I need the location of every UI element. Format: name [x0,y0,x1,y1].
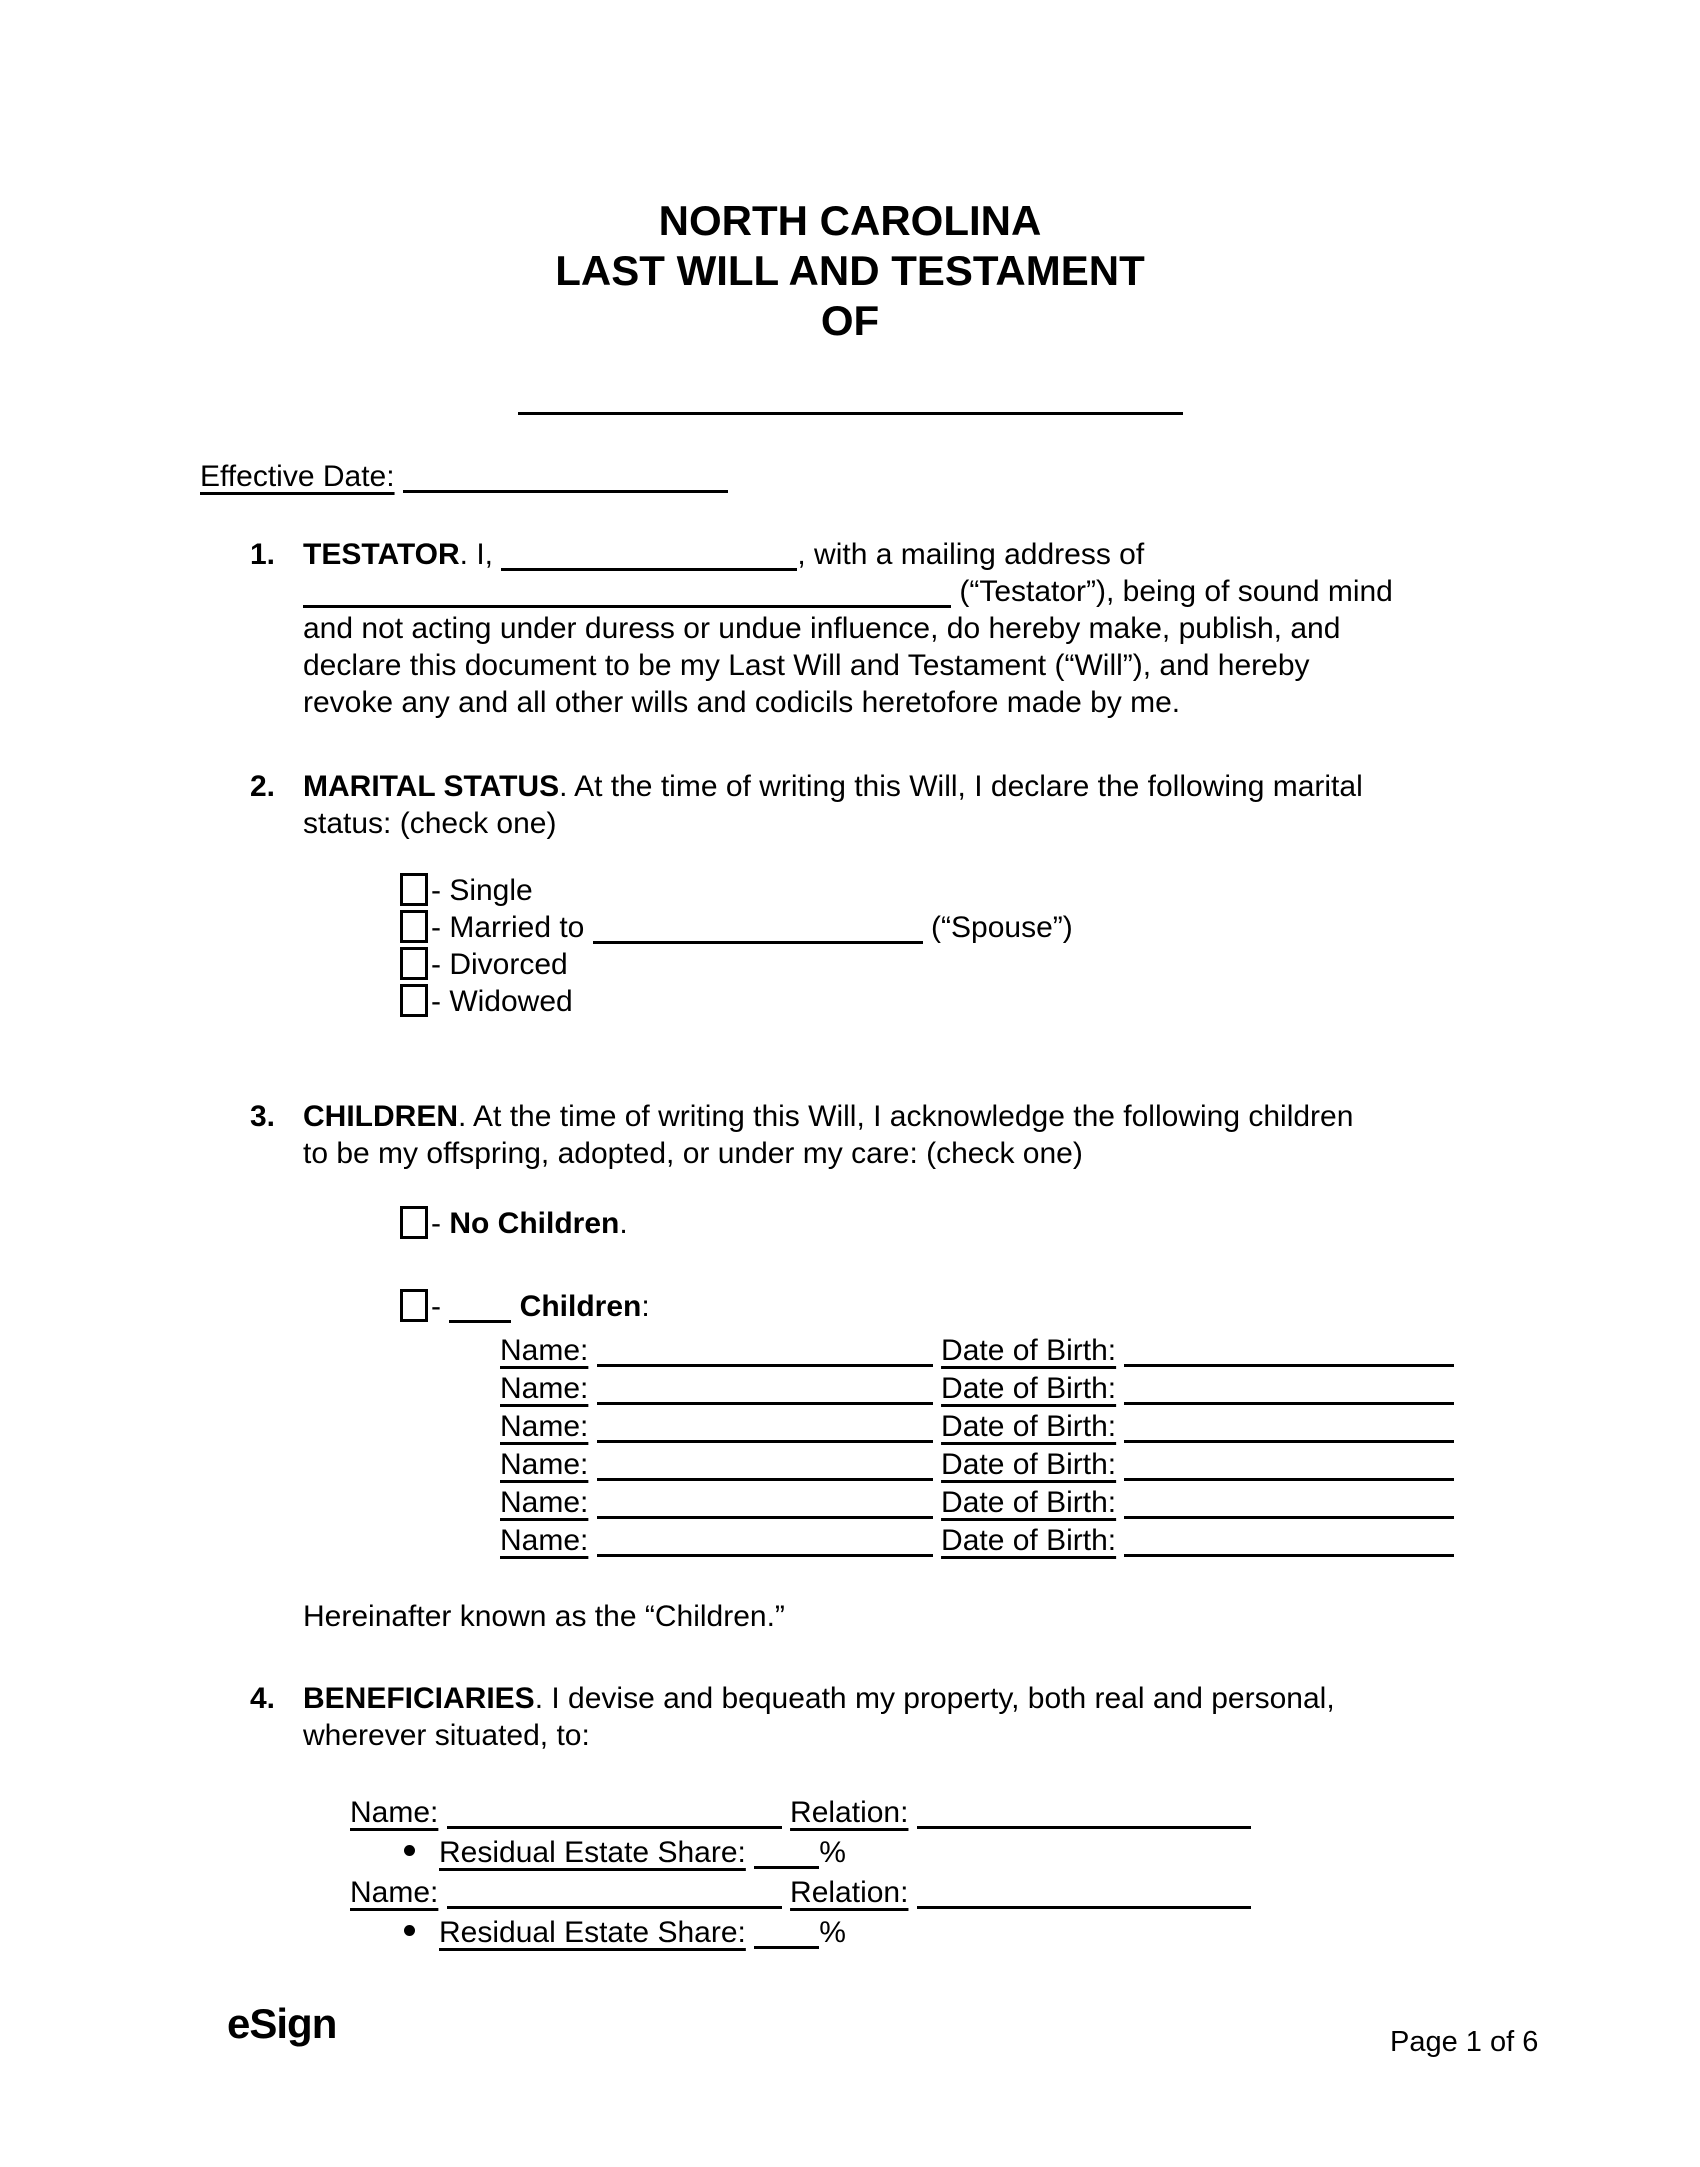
text: and not acting under duress or undue influence, do hereby make, publish, and [303,612,1341,645]
child-row [500,1446,1454,1484]
text [588,1486,596,1519]
checkbox-widowed[interactable] [400,984,428,1017]
underlined-label: Date of Birth: [941,1372,1117,1405]
text [588,1410,596,1443]
fill-in-blank[interactable] [754,1856,819,1869]
text [933,1524,941,1557]
text [395,460,403,493]
underlined-label: Date of Birth: [941,1448,1117,1481]
fill-in-blank[interactable] [754,1936,819,1949]
beneficiary-name-row [350,1794,1251,1834]
text [1116,1372,1124,1405]
text: . I, [459,538,502,571]
text: - Married to [431,911,593,944]
underlined-label: Name: [500,1486,589,1519]
fill-in-blank[interactable] [597,1354,933,1367]
effective-date-row [200,458,728,495]
text [588,1372,596,1405]
fill-in-blank[interactable] [518,402,1183,415]
text: : [641,1290,650,1323]
fill-in-blank[interactable] [449,1310,511,1323]
checkbox-count-children[interactable] [400,1289,428,1322]
marital-option-divorced-label [431,948,568,981]
fill-in-blank[interactable] [597,1468,933,1481]
section-children-text [303,1098,1510,1172]
underlined-label: Effective Date: [200,460,395,493]
text: % [819,1916,846,1949]
testator-name-blank-line [518,380,1183,417]
underlined-label: Name: [500,1410,589,1443]
underlined-label: Relation: [790,1876,909,1909]
text: . I devise and bequeath my property, both real and personal, [534,1682,1335,1715]
marital-option-divorced-row [400,946,568,983]
beneficiaries-list [350,1794,1251,1954]
document-title [0,196,1700,346]
child-row [500,1370,1454,1408]
checkbox-single[interactable] [400,873,428,906]
underlined-label: Name: [500,1524,589,1557]
text [908,1876,916,1909]
marital-option-married-row [400,909,1073,946]
text [782,1796,790,1829]
esign-logo: eSign [227,2000,337,2047]
text [588,1524,596,1557]
text: - Divorced [431,948,568,981]
child-row [500,1408,1454,1446]
text: wherever situated, to: [303,1719,590,1752]
underlined-label: Date of Birth: [941,1410,1117,1443]
child-row [500,1332,1454,1370]
section-marital-text [303,768,1510,842]
beneficiary-share-row [350,1834,1251,1874]
fill-in-blank[interactable] [303,595,951,608]
checkbox-divorced[interactable] [400,947,428,980]
text [588,1448,596,1481]
bullet-icon [404,1925,415,1936]
checkbox-married[interactable] [400,910,428,943]
fill-in-blank[interactable] [501,558,797,571]
fill-in-blank[interactable] [597,1430,933,1443]
marital-option-single-row [400,872,533,909]
bold-text: BENEFICIARIES [303,1682,535,1715]
text [588,1334,596,1367]
bold-text: Children [519,1290,642,1323]
text: declare this document to be my Last Will and Testament (“Will”), and hereby [303,649,1310,682]
marital-option-married-label [431,911,1073,944]
text [746,1916,754,1949]
marital-option-single-label [431,874,533,907]
bullet-icon [404,1845,415,1856]
text: (“Spouse”) [922,911,1073,944]
underlined-label: Date of Birth: [941,1486,1117,1519]
children-list [500,1332,1454,1560]
section-children [250,1098,1510,1172]
fill-in-blank[interactable] [597,1506,933,1519]
text: Hereinafter known as the “Children.” [303,1600,785,1633]
fill-in-blank[interactable] [597,1392,933,1405]
text [438,1876,446,1909]
no-children-row [400,1205,628,1242]
beneficiary-share-label [439,1836,846,1869]
marital-option-widowed-label [431,985,573,1018]
text [933,1448,941,1481]
text [1116,1410,1124,1443]
section-number: 3. [250,1100,276,1133]
underlined-label: Date of Birth: [941,1334,1117,1367]
hereinafter-note [303,1598,785,1635]
checkbox-no-children[interactable] [400,1206,428,1239]
text [933,1372,941,1405]
text [933,1410,941,1443]
underlined-label: Name: [350,1876,439,1909]
text [933,1486,941,1519]
underlined-label: Date of Birth: [941,1524,1117,1557]
underlined-label: Name: [500,1372,589,1405]
fill-in-blank[interactable] [1124,1430,1454,1443]
section-testator-text [303,536,1510,721]
text: - [431,1290,450,1323]
section-number: 2. [250,770,276,803]
page-number-label: Page 1 of 6 [1390,2026,1539,2058]
no-children-label [431,1207,628,1240]
section-marital-status [250,768,1510,842]
text [438,1796,446,1829]
count-children-row [400,1288,650,1325]
child-row [500,1484,1454,1522]
text [782,1876,790,1909]
fill-in-blank[interactable] [597,1544,933,1557]
fill-in-blank[interactable] [1124,1468,1454,1481]
text [1116,1448,1124,1481]
fill-in-blank[interactable] [1124,1354,1454,1367]
section-testator [250,536,1510,721]
fill-in-blank[interactable] [1124,1544,1454,1557]
fill-in-blank[interactable] [447,1816,782,1829]
text: status: (check one) [303,807,557,840]
underlined-label: Name: [500,1334,589,1367]
bold-text: CHILDREN [303,1100,458,1133]
beneficiary-share-label [439,1916,846,1949]
marital-option-widowed-row [400,983,573,1020]
text [908,1796,916,1829]
text: , with a mailing address of [797,538,1145,571]
title-line-of: OF [820,297,880,344]
text: - Widowed [431,985,573,1018]
title-line-state: NORTH CAROLINA [658,197,1042,244]
beneficiary-share-row [350,1914,1251,1954]
text: - [431,1207,450,1240]
fill-in-blank[interactable] [447,1896,782,1909]
bold-text: No Children [449,1207,620,1240]
text [1116,1486,1124,1519]
underlined-label: Name: [350,1796,439,1829]
child-row [500,1522,1454,1560]
fill-in-blank[interactable] [1124,1392,1454,1405]
text [1116,1334,1124,1367]
text [746,1836,754,1869]
fill-in-blank[interactable] [917,1816,1251,1829]
text [933,1334,941,1367]
fill-in-blank[interactable] [403,480,728,493]
text: - Single [431,874,533,907]
text: . At the time of writing this Will, I acknowledge the following children [458,1100,1354,1133]
section-number: 4. [250,1682,276,1715]
bold-text: TESTATOR [303,538,460,571]
section-beneficiaries [250,1680,1510,1754]
bold-text: MARITAL STATUS [303,770,560,803]
text: . At the time of writing this Will, I declare the following marital [559,770,1363,803]
title-line-will: LAST WILL AND TESTAMENT [555,247,1145,294]
text: . [619,1207,628,1240]
underlined-label: Name: [500,1448,589,1481]
count-children-label [431,1290,650,1323]
underlined-label: Residual Estate Share: [439,1836,746,1869]
text [511,1290,519,1323]
text: (“Testator”), being of sound mind [951,575,1393,608]
fill-in-blank[interactable] [917,1896,1251,1909]
underlined-label: Relation: [790,1796,909,1829]
section-beneficiaries-text [303,1680,1510,1754]
text: revoke any and all other wills and codicils heretofore made by me. [303,686,1181,719]
beneficiary-name-row [350,1874,1251,1914]
section-number: 1. [250,538,276,571]
text [1116,1524,1124,1557]
fill-in-blank[interactable] [1124,1506,1454,1519]
underlined-label: Residual Estate Share: [439,1916,746,1949]
text: % [819,1836,846,1869]
fill-in-blank[interactable] [593,931,923,944]
text: to be my offspring, adopted, or under my care: (check one) [303,1137,1083,1170]
